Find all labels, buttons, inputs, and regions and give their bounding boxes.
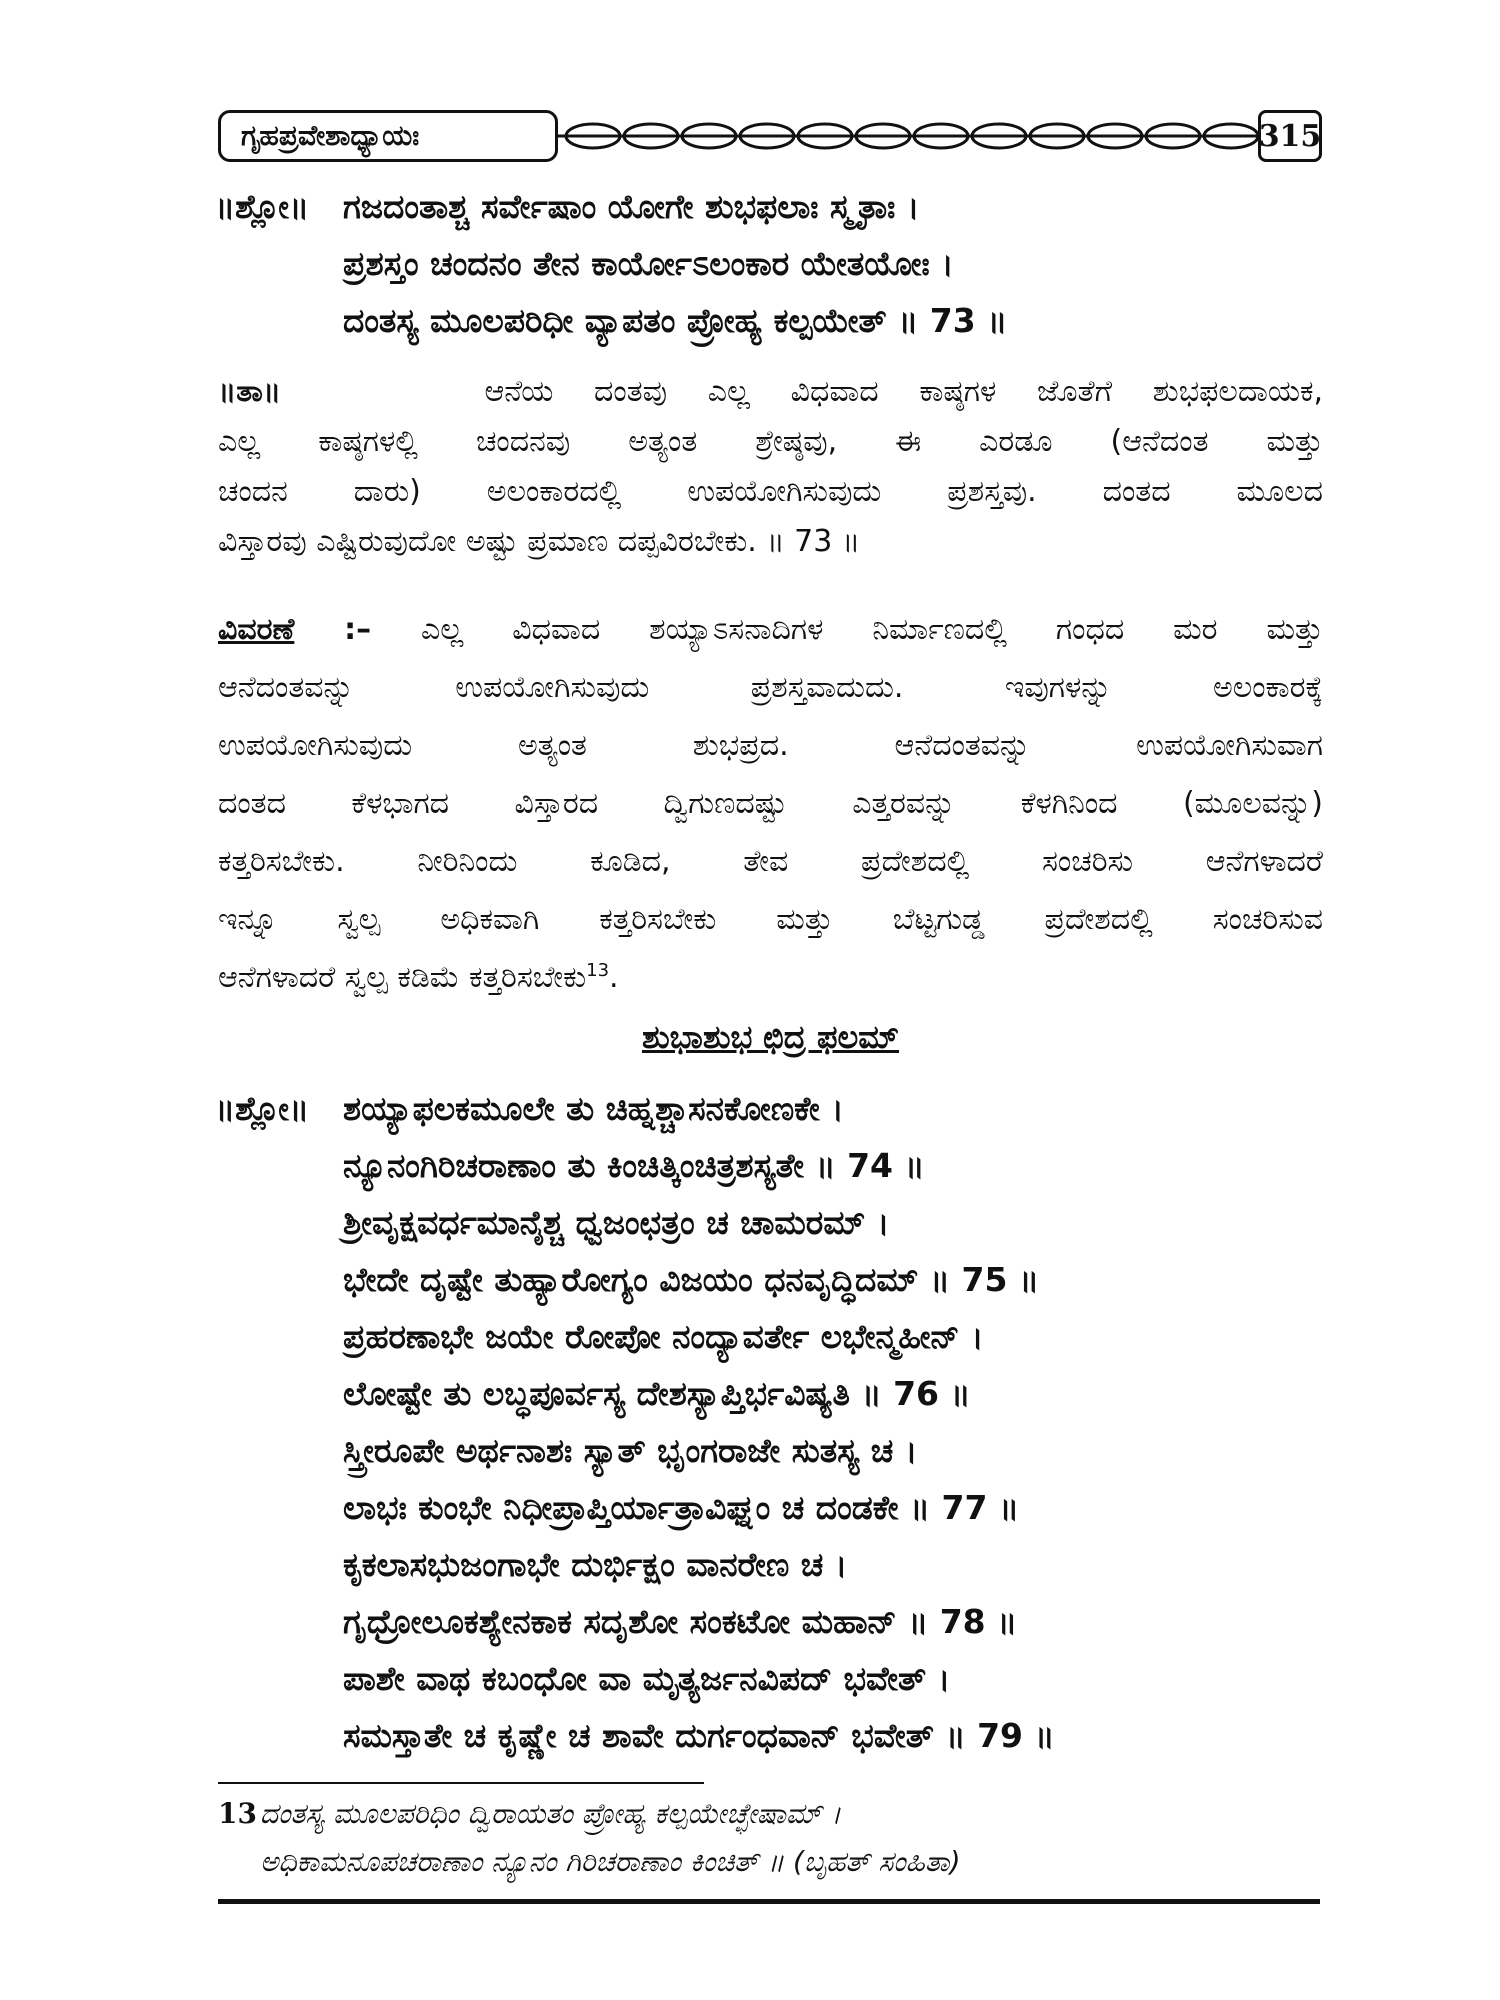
commentary-separator: :– <box>294 612 422 647</box>
commentary-label: ವಿವರಣೆ <box>218 612 295 647</box>
translation-line: ಚಂದನ ದಾರು) ಅಲಂಕಾರದಲ್ಲಿ ಉಪಯೋಗಿಸುವುದು ಪ್ರಶಸ್ತವು. ದಂತದ ಮೂಲದ <box>218 474 1323 509</box>
footnote-number: 13 <box>218 1797 257 1830</box>
verse-text: ದಂತಸ್ಯ ಮೂಲಪರಿಧೀ ವ್ಯಾಪತಂ ಪ್ರೋಹ್ಯ ಕಲ್ಪಯೇತ್ ॥ 73 ॥ <box>343 301 1008 340</box>
commentary-line <box>218 605 1323 655</box>
verse-text: ಸಮಸ್ತಾತೇ ಚ ಕೃಷ್ಣೇ ಚ ಶಾವೇ ದುರ್ಗಂಧವಾನ್ ಭವೇತ್ ॥ 79 ॥ <box>343 1716 1055 1755</box>
verse-line <box>215 1194 1325 1251</box>
chapter-title: ಗೃಹಪ್ರವೇಶಾಧ್ಯಾಯಃ <box>218 110 558 162</box>
footnote-line: ಅಧಿಕಾಮನೂಪಚರಾಣಾಂ ನ್ಯೂನಂ ಗಿರಿಚರಾಣಾಂ ಕಿಂಚಿತ್ ॥ (ಬೃಹತ್ ಸಂಹಿತಾ) <box>260 1845 961 1878</box>
commentary-line: ಉಪಯೋಗಿಸುವುದು ಅತ್ಯಂತ ಶುಭಪ್ರದ. ಆನೆದಂತವನ್ನು ಉಪಯೋಗಿಸುವಾಗ <box>218 728 1323 763</box>
verse-line <box>215 1422 1325 1479</box>
footnote-reference[interactable]: 13 <box>586 960 610 981</box>
verse-text: ಶಯ್ಯಾಫಲಕಮೂಲೇ ತು ಚಿಹ್ನಶ್ಚಾಸನಕೋಣಕೇ । <box>343 1089 844 1128</box>
verse-line <box>215 292 1325 349</box>
commentary-line: ಆನೆದಂತವನ್ನು ಉಪಯೋಗಿಸುವುದು ಪ್ರಶಸ್ತವಾದುದು. ಇವುಗಳನ್ನು ಅಲಂಕಾರಕ್ಕೆ <box>218 670 1323 705</box>
verse-line <box>215 1707 1325 1764</box>
commentary-line: ದಂತದ ಕೆಳಭಾಗದ ವಿಸ್ತಾರದ ದ್ವಿಗುಣದಷ್ಟು ಎತ್ತರವನ್ನು ಕೆಳಗಿನಿಂದ (ಮೂಲವನ್ನು) <box>218 786 1323 821</box>
verse-text: ಗಜದಂತಾಶ್ಚ ಸರ್ವೇಷಾಂ ಯೋಗೇ ಶುಭಫಲಾಃ ಸ್ಮೃತಾಃ । <box>343 187 920 226</box>
translation-prefix: ॥ತಾ॥ <box>218 374 282 409</box>
translation-line: ಎಲ್ಲ ಕಾಷ್ಠಗಳಲ್ಲಿ ಚಂದನವು ಅತ್ಯಂತ ಶ್ರೇಷ್ಠವು, ಈ ಎರಡೂ (ಆನೆದಂತ ಮತ್ತು <box>218 424 1323 459</box>
chain-ornament <box>558 116 1258 156</box>
commentary-text: ಎಲ್ಲ ವಿಧವಾದ ಶಯ್ಯಾಽಸನಾದಿಗಳ ನಿರ್ಮಾಣದಲ್ಲಿ ಗಂಧದ ಮರ ಮತ್ತು <box>421 612 1324 647</box>
section-heading: ಶುಭಾಶುಭ ಛಿದ್ರ ಫಲಮ್ <box>641 1018 900 1056</box>
footnote-line <box>218 1790 1323 1838</box>
verse-text: ನ್ಯೂನಂಗಿರಿಚರಾಣಾಂ ತು ಕಿಂಚಿತ್ಕಿಂಚಿತ್ರಶಸ್ಯತೇ ॥ 74 ॥ <box>343 1146 925 1185</box>
page-header <box>218 110 1320 172</box>
verse-line <box>215 1251 1325 1308</box>
verse-line <box>215 178 1325 235</box>
verse-prefix: ॥ಶ್ಲೋ॥ <box>215 187 310 226</box>
commentary-line <box>218 953 1323 1003</box>
footnote-divider <box>218 1782 704 1784</box>
translation-text: ಆನೆಯ ದಂತವು ಎಲ್ಲ ವಿಧವಾದ ಕಾಷ್ಠಗಳ ಜೊತೆಗೆ ಶುಭಫಲದಾಯಕ, <box>484 374 1323 409</box>
verse-text: ಭೇದೇ ದೃಷ್ಟೇ ತುಹ್ಯಾರೋಗ್ಯಂ ವಿಜಯಂ ಧನವೃದ್ಧಿದಮ್ ॥ 75 ॥ <box>343 1260 1040 1299</box>
verse-line <box>215 235 1325 292</box>
verse-line <box>215 1365 1325 1422</box>
verse-text: ಪಾಶೇ ವಾಥ ಕಬಂಧೋ ವಾ ಮೃತ್ಯರ್ಜನವಿಪದ್ ಭವೇತ್ । <box>343 1659 951 1698</box>
translation-line <box>218 367 1323 417</box>
verse-line <box>215 1650 1325 1707</box>
verse-block-1 <box>215 178 1325 349</box>
verse-text: ಲಾಭಃ ಕುಂಭೇ ನಿಧೀಪ್ರಾಪ್ತಿರ್ಯಾತ್ರಾವಿಘ್ನಂ ಚ ದಂಡಕೇ ॥ 77 ॥ <box>343 1488 1020 1527</box>
verse-line <box>215 1308 1325 1365</box>
verse-text: ಕೃಕಲಾಸಭುಜಂಗಾಭೇ ದುರ್ಭಿಕ್ಷಂ ವಾನರೇಣ ಚ । <box>343 1545 848 1584</box>
verse-line <box>215 1137 1325 1194</box>
page-number: 315 <box>1258 110 1322 162</box>
footnote-text: ದಂತಸ್ಯ ಮೂಲಪರಿಧಿಂ ದ್ವಿರಾಯತಂ ಪ್ರೋಹ್ಯ ಕಲ್ಪಯೇಚ್ಛೇಷಾಮ್ । <box>260 1797 842 1830</box>
verse-line <box>215 1593 1325 1650</box>
verse-text: ಗೃಧ್ರೋಲೂಕಶ್ಯೇನಕಾಕ ಸದೃಶೋ ಸಂಕಟೋ ಮಹಾನ್ ॥ 78 ॥ <box>343 1602 1018 1641</box>
commentary-line: ಕತ್ತರಿಸಬೇಕು. ನೀರಿನಿಂದು ಕೂಡಿದ, ತೇವ ಪ್ರದೇಶದಲ್ಲಿ ಸಂಚರಿಸು ಆನೆಗಳಾದರೆ <box>218 844 1323 879</box>
verse-text: ಲೋಷ್ಟೇ ತು ಲಬ್ಧಪೂರ್ವಸ್ಯ ದೇಶಸ್ಯಾಪ್ತಿರ್ಭವಿಷ್ಯತಿ ॥ 76 ॥ <box>343 1374 971 1413</box>
verse-line <box>215 1536 1325 1593</box>
page-bottom-rule <box>218 1899 1320 1904</box>
end-mark: . <box>609 960 619 995</box>
verse-text: ಪ್ರಹರಣಾಭೇ ಜಯೇ ರೋಪೋ ನಂದ್ಯಾವರ್ತೇ ಲಭೇನ್ಮಹೀನ್ । <box>343 1317 984 1356</box>
verse-line <box>215 1080 1325 1137</box>
verse-text: ಸ್ತ್ರೀರೂಪೇ ಅರ್ಥನಾಶಃ ಸ್ಯಾತ್ ಭೃಂಗರಾಜೇ ಸುತಸ್ಯ ಚ । <box>343 1431 918 1470</box>
verse-line <box>215 1479 1325 1536</box>
verse-block-2 <box>215 1080 1325 1764</box>
commentary-line: ಇನ್ನೂ ಸ್ವಲ್ಪ ಅಧಿಕವಾಗಿ ಕತ್ತರಿಸಬೇಕು ಮತ್ತು ಬೆಟ್ಟಗುಡ್ಡ ಪ್ರದೇಶದಲ್ಲಿ ಸಂಚರಿಸುವ <box>218 902 1323 937</box>
verse-prefix: ॥ಶ್ಲೋ॥ <box>215 1089 310 1128</box>
translation-line: ವಿಸ್ತಾರವು ಎಷ್ಟಿರುವುದೋ ಅಷ್ಟು ಪ್ರಮಾಣ ದಪ್ಪವಿರಬೇಕು. ॥ 73 ॥ <box>218 524 861 559</box>
commentary-text: ಆನೆಗಳಾದರೆ ಸ್ವಲ್ಪ ಕಡಿಮೆ ಕತ್ತರಿಸಬೇಕು <box>218 960 587 995</box>
verse-text: ಶ್ರೀವೃಕ್ಷವರ್ಧಮಾನೈಶ್ಚ ಧ್ವಜಂಛತ್ರಂ ಚ ಚಾಮರಮ್ । <box>343 1203 890 1242</box>
verse-text: ಪ್ರಶಸ್ತಂ ಚಂದನಂ ತೇನ ಕಾರ್ಯೋಽಲಂಕಾರ ಯೇತಯೋಃ । <box>343 244 954 283</box>
